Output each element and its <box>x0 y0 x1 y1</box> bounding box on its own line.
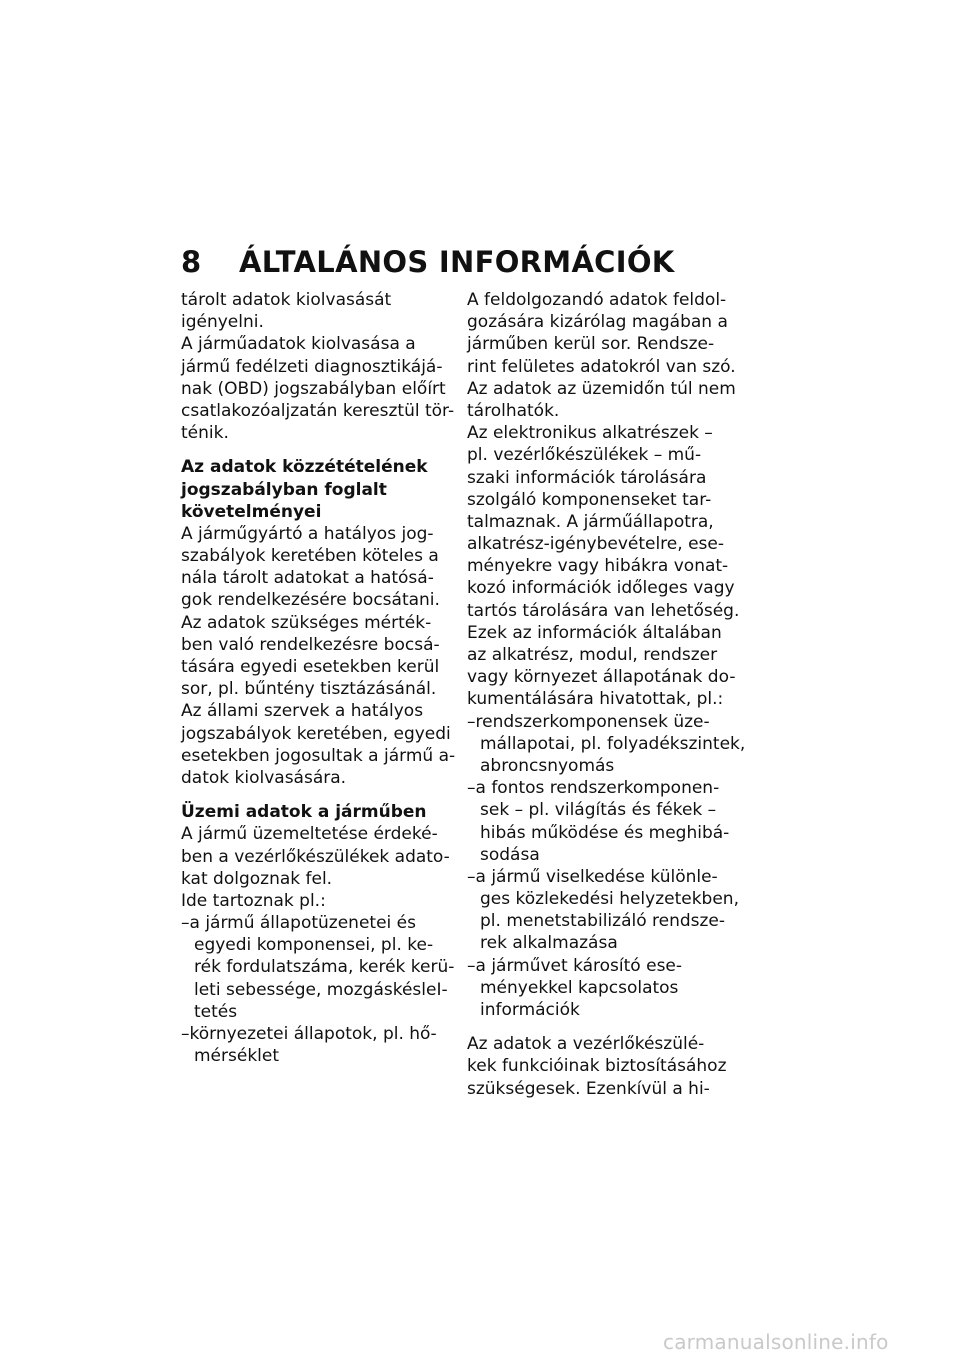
text-line: csatlakozóaljzatán keresztül tör- <box>181 400 455 421</box>
list-item-line: mérséklet <box>194 1046 280 1067</box>
list-item-line: –a jármű állapotüzenetei és <box>181 913 416 934</box>
list-item-line: rek alkalmazása <box>480 933 618 954</box>
text-line: A jármű üzemeltetése érdeké- <box>181 824 438 845</box>
text-line: jogszabályok keretében, egyedi <box>181 723 451 744</box>
text-line: Ezek az információk általában <box>467 622 722 643</box>
list-item-line: –a jármű viselkedése különle- <box>467 866 718 887</box>
list-item-line: leti sebessége, mozgáskésleI- <box>194 979 448 1000</box>
text-line: Az adatok az üzemidőn túl nem <box>467 378 736 399</box>
text-line: szaki információk tárolására <box>467 467 707 488</box>
text-line: tárolhatók. <box>467 400 560 421</box>
text-line: tárolt adatok kiolvasását <box>181 290 392 310</box>
text-line: A járműgyártó a hatályos jog- <box>181 523 434 544</box>
section-heading-line: Az adatok közzétételének <box>181 457 428 478</box>
text-line: ményekre vagy hibákra vonat- <box>467 556 729 577</box>
text-line: ténik. <box>181 423 229 444</box>
text-line: kek funkcióinak biztosításához <box>467 1056 727 1077</box>
list-item-line: –rendszerkomponensek üze- <box>467 711 710 732</box>
list-item-line: –a járművet károsító ese- <box>467 955 683 976</box>
text-line: járműben kerül sor. Rendsze- <box>467 334 715 355</box>
section-heading-line: Üzemi adatok a járműben <box>181 802 427 823</box>
text-line: esetekben jogosultak a jármű a- <box>181 745 456 766</box>
text-line: Az állami szervek a hatályos <box>181 701 424 722</box>
text-line: ben való rendelkezésre bocsá- <box>181 634 440 655</box>
list-item-line: tetés <box>194 1001 238 1022</box>
text-line: datok kiolvasására. <box>181 767 347 788</box>
text-line: vagy környezet állapotának do- <box>467 667 736 688</box>
text-line: nak (OBD) jogszabályban előírt <box>181 378 446 399</box>
left-column <box>181 289 456 1067</box>
text-line: kat dolgoznak fel. <box>181 868 333 889</box>
list-item-line: –környezetei állapotok, pl. hő- <box>181 1024 437 1044</box>
list-item-line: információk <box>480 1000 580 1020</box>
list-item-line: ges közlekedési helyzetekben, <box>480 889 739 910</box>
list-item-line: sodása <box>480 844 540 865</box>
text-line: szolgáló komponenseket tar- <box>467 489 712 510</box>
text-line: rint felületes adatokról van szó. <box>467 356 736 377</box>
text-line: az alkatrész, modul, rendszer <box>467 645 718 665</box>
text-line: kozó információk időleges vagy <box>467 578 735 599</box>
text-line: nála tárolt adatokat a hatósá- <box>181 568 434 589</box>
text-line: alkatrész-igénybevételre, ese- <box>467 534 724 555</box>
text-line: Az elektronikus alkatrészek – <box>467 423 713 444</box>
text-line: szükségesek. Ezenkívül a hi- <box>467 1078 710 1099</box>
list-item-line: egyedi komponensei, pl. ke- <box>194 935 434 956</box>
list-item-line: hibás működése és meghibá- <box>480 822 730 843</box>
text-line: A járműadatok kiolvasása a <box>181 334 416 355</box>
section-heading-line: követelményei <box>181 501 322 522</box>
list-item-line: sek – pl. világítás és fékek – <box>480 800 717 821</box>
list-item-line: mállapotai, pl. folyadékszintek, <box>480 733 746 754</box>
text-line: Ide tartoznak pl.: <box>181 890 326 911</box>
list-item-line: rék fordulatszáma, kerék kerü- <box>194 957 455 978</box>
text-line: kumentálására hivatottak, pl.: <box>467 689 724 710</box>
text-line: tására egyedi esetekben kerül <box>181 657 440 677</box>
text-line: tartós tárolására van lehetőség. <box>467 600 740 621</box>
list-item-line: ményekkel kapcsolatos <box>480 977 679 998</box>
page-title <box>181 244 675 280</box>
text-line: szabályok keretében köteles a <box>181 546 439 567</box>
text-line: talmaznak. A járműállapotra, <box>467 511 714 532</box>
text-line: sor, pl. bűntény tisztázásánál. <box>181 679 437 700</box>
text-line: gok rendelkezésére bocsátani. <box>181 590 440 611</box>
chapter-number: 8 <box>181 245 202 279</box>
watermark: carmanualsonline.info <box>663 1330 889 1354</box>
text-line: A feldolgozandó adatok feldol- <box>467 290 727 310</box>
list-item-line: –a fontos rendszerkomponen- <box>467 778 720 799</box>
text-line: igényelni. <box>181 312 264 333</box>
list-item-line: pl. menetstabilizáló rendsze- <box>480 911 726 932</box>
right-column <box>467 289 746 1100</box>
text-line: gozására kizárólag magában a <box>467 312 728 333</box>
chapter-title: ÁLTALÁNOS INFORMÁCIÓK <box>239 245 675 279</box>
text-line: Az adatok szükséges mérték- <box>181 612 432 633</box>
section-heading-line: jogszabályban foglalt <box>181 479 387 500</box>
text-line: Az adatok a vezérlőkészülé- <box>467 1034 705 1055</box>
list-item-line: abroncsnyomás <box>480 755 615 776</box>
text-line: pl. vezérlőkészülékek – mű- <box>467 445 702 466</box>
text-line: ben a vezérlőkészülékek adato- <box>181 846 450 867</box>
text-line: jármű fedélzeti diagnosztikájá- <box>181 356 443 377</box>
